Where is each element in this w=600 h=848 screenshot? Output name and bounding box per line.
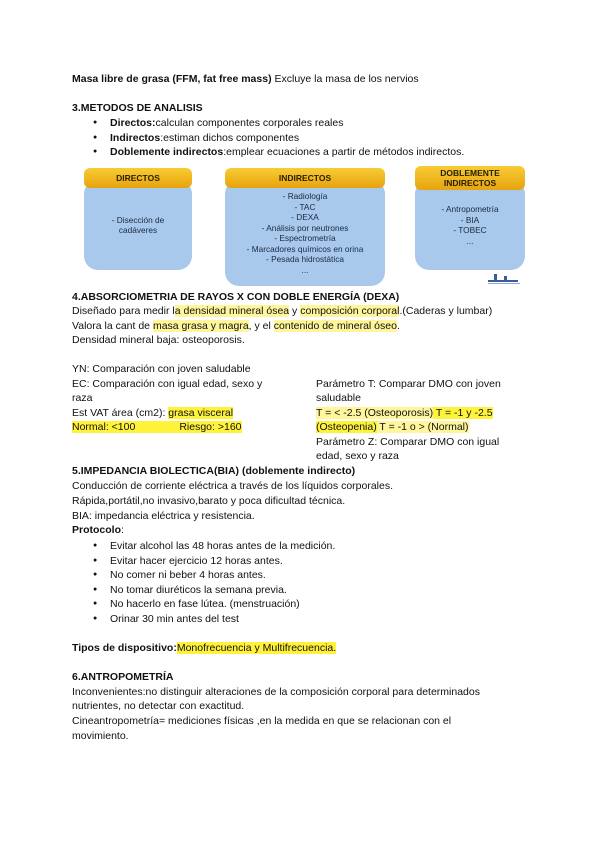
directos-header: DIRECTOS	[84, 168, 192, 188]
param-z-1: Parámetro Z: Comparar DMO con igual	[316, 436, 500, 448]
yn-text: YN: Comparación con joven saludable	[72, 363, 251, 375]
ffm-text: Excluye la masa de los nervios	[271, 73, 419, 85]
protocol-label: Protocolo:	[72, 524, 124, 536]
section-5-title: 5.IMPEDANCIA BIOLECTICA(BIA) (doblemente indirecto)	[72, 465, 356, 477]
section-4-title: 4.ABSORCIOMETRIA DE RAYOS X CON DOBLE ENERGÍA (DEXA)	[72, 291, 400, 303]
doblemente-box: - Antropometría - BIA - TOBEC ...	[415, 180, 525, 270]
param-t-1: Parámetro T: Comparar DMO con joven	[316, 378, 501, 390]
section-3-title: 3.METODOS DE ANALISIS	[72, 102, 203, 114]
list-item: ● No comer ni beber 4 horas antes.	[93, 568, 335, 583]
directos-box: - Disección de cadáveres	[84, 180, 192, 270]
param-t-2: saludable	[316, 392, 361, 404]
bia-line-3: BIA: impedancia eléctrica y resistencia.	[72, 510, 255, 522]
t-values-1: T = < -2.5 (Osteoporosis) T = -1 y -2.5	[316, 407, 493, 419]
dexa-line-3: Densidad mineral baja: osteoporosis.	[72, 334, 245, 346]
antro-line-2: nutrientes, no detectar con exactitud.	[72, 700, 245, 712]
dexa-line-1: Diseñado para medir la densidad mineral ósea y composición corporal.(Caderas y lumbar)	[72, 305, 493, 317]
list-item: ● Orinar 30 min antes del test	[93, 612, 335, 627]
vat-text: Est VAT área (cm2): grasa visceral	[72, 407, 234, 419]
ec-text-2: raza	[72, 392, 93, 404]
ec-text-1: EC: Comparación con igual edad, sexo y	[72, 378, 263, 390]
t-values-2: (Osteopenia) T = -1 o > (Normal)	[316, 421, 469, 433]
section-6-title: 6.ANTROPOMETRÍA	[72, 671, 174, 683]
small-logo-icon	[486, 272, 522, 286]
indirectos-header: INDIRECTOS	[225, 168, 385, 188]
antro-line-3: Cineantropometría= mediciones físicas ,en la medida en que se relacionan con el	[72, 715, 452, 727]
antro-line-4: movimiento.	[72, 730, 129, 742]
list-item: ● No tomar diuréticos la semana previa.	[93, 583, 335, 598]
vat-values: Normal: <100 Riesgo: >160	[72, 421, 242, 433]
doblemente-header: DOBLEMENTE INDIRECTOS	[415, 166, 525, 190]
device-types: Tipos de dispositivo:Monofrecuencia y Multifrecuencia.	[72, 642, 337, 654]
list-item: ● No hacerlo en fase lútea. (menstruación)	[93, 597, 335, 612]
protocol-list	[93, 539, 335, 626]
list-item: ● Directos:calculan componentes corporales reales	[93, 116, 464, 131]
bia-line-1: Conducción de corriente eléctrica a través de los líquidos corporales.	[72, 480, 394, 492]
indirectos-box: - Radiología - TAC - DEXA - Análisis por neutrones - Espectrometría - Marcadores químicos en orina - Pesada hidrostática ...	[225, 180, 385, 286]
methods-list	[93, 116, 464, 160]
param-z-2: edad, sexo y raza	[316, 450, 399, 462]
bia-line-2: Rápida,portátil,no invasivo,barato y poca dificultad técnica.	[72, 495, 346, 507]
list-item: ● Evitar hacer ejercicio 12 horas antes.	[93, 554, 335, 569]
ffm-title: Masa libre de grasa (FFM, fat free mass)	[72, 73, 272, 85]
list-item: ● Indirectos:estiman dichos componentes	[93, 131, 464, 146]
list-item: ● Doblemente indirectos:emplear ecuaciones a partir de métodos indirectos.	[93, 145, 464, 160]
ffm-line	[72, 73, 419, 85]
antro-line-1: Inconvenientes:no distinguir alteraciones de la composición corporal para determinados	[72, 686, 480, 698]
list-item: ● Evitar alcohol las 48 horas antes de la medición.	[93, 539, 335, 554]
dexa-line-2: Valora la cant de masa grasa y magra, y el contenido de mineral óseo.	[72, 320, 400, 332]
